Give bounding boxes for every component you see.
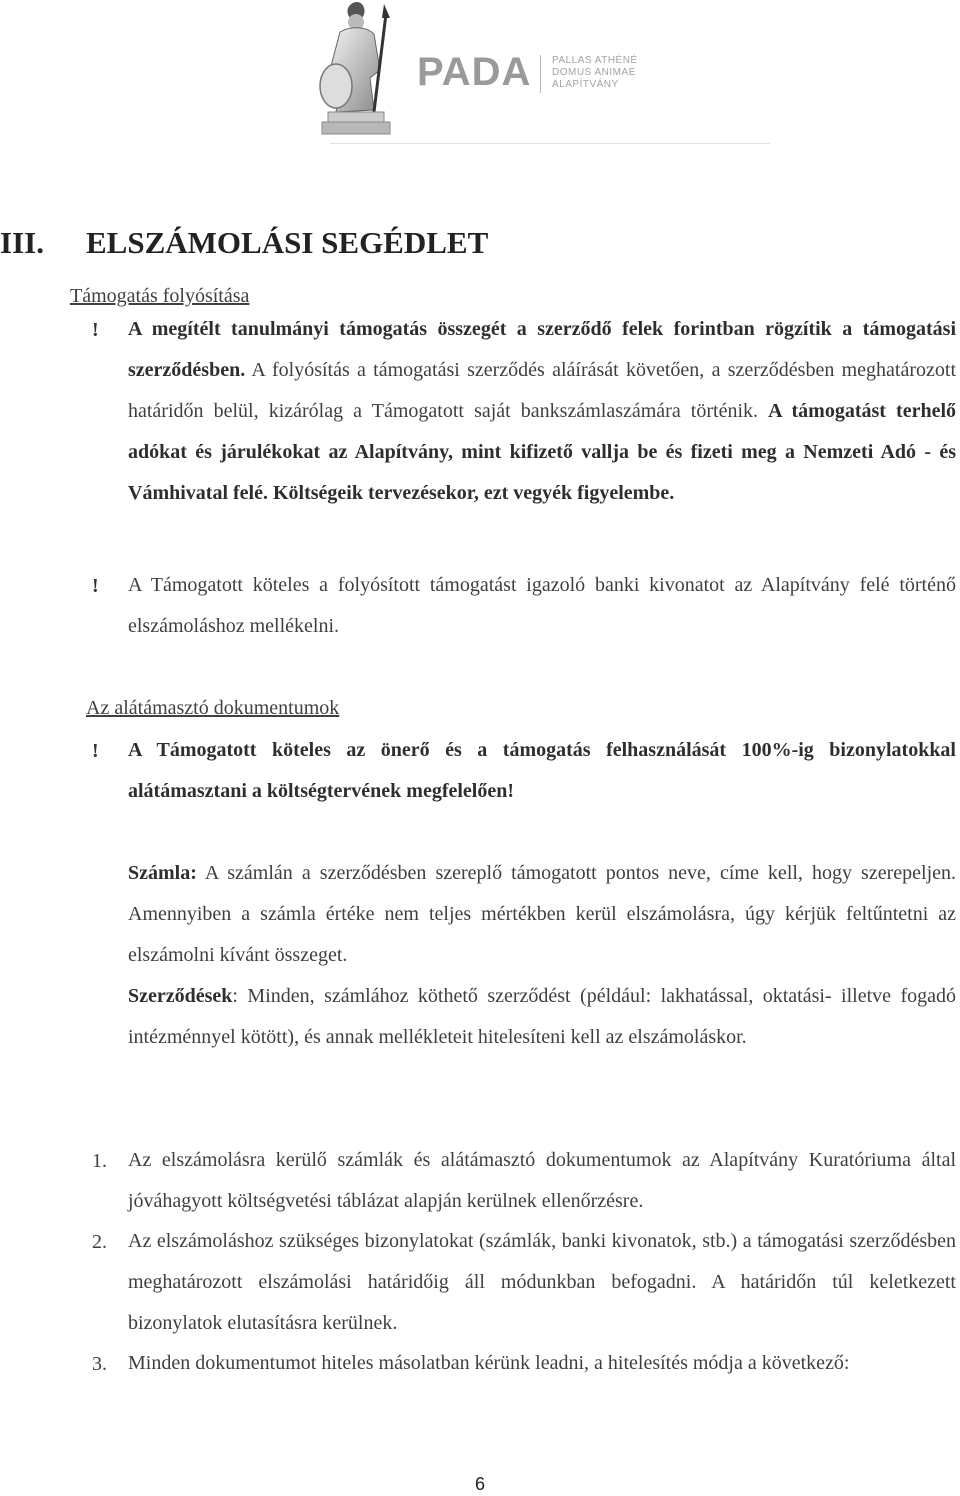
logo-subtitle <box>552 55 638 91</box>
logo-subtitle-line2: DOMUS ANIMAE <box>552 67 636 78</box>
szamla-text: A számlán a szerződésben szereplő támogatott pontos neve, címe kell, hogy szerepeljen. Amennyiben a számla értéke nem teljes mértékben kerül elszámolásra, úgy kérjük feltűntetni az elszámolni kívánt összeget. <box>128 862 956 966</box>
bold-text: A megítélt tanulmányi támogatás összegét a szerződő felek forintban rögzítik a támogatási szerződésben. <box>128 318 956 381</box>
page-number: 6 <box>474 1474 485 1494</box>
logo-brand: PADA <box>417 50 532 94</box>
athena-statue-icon <box>300 0 420 140</box>
section-heading-folyositas: Támogatás folyósítása <box>70 285 250 307</box>
list-number: 1. <box>92 1150 107 1172</box>
bullet-marker: ! <box>92 319 99 341</box>
list-item: Minden dokumentumot hiteles másolatban kérünk leadni, a hitelesítés módja a következő: <box>128 1352 850 1374</box>
paragraph-szerzodesek <box>128 976 956 1058</box>
paragraph-szamla <box>128 853 956 976</box>
header-logo <box>300 0 780 150</box>
bold-text: A Támogatott köteles az önerő és a támogatás felhasználását 100%-ig bizonylatokkal alátámasztani a költségtervének megfelelően! <box>128 739 956 802</box>
paragraph-onero <box>128 730 956 812</box>
bold-text: A támogatást terhelő adókat és járulékokat az Alapítvány, mint kifizető vallja be és fizeti meg a Nemzeti Adó - és Vámhivatal felé. Költségeik tervezésekor, ezt vegyék figyelembe. <box>128 400 956 504</box>
list-item: Az elszámoláshoz szükséges bizonylatokat (számlák, banki kivonatok, stb.) a támogatási szerződésben meghatározott elszámolási határidőig áll módunkban befogadni. A határidőn túl keletkezett bizonylatok elutasításra kerülnek. <box>128 1230 956 1334</box>
chapter-number: III. <box>0 225 44 260</box>
paragraph-folyositas <box>128 309 956 514</box>
list-number: 2. <box>92 1231 107 1253</box>
szerzodesek-label: Szerződések <box>128 985 233 1007</box>
list-item: Az elszámolásra kerülő számlák és alátámasztó dokumentumok az Alapítvány Kuratóriuma által jóváhagyott költségvetési táblázat alapján kerülnek ellenőrzésre. <box>128 1149 956 1212</box>
bullet-marker: ! <box>92 740 99 762</box>
chapter-title: ELSZÁMOLÁSI SEGÉDLET <box>86 225 489 260</box>
bullet-marker: ! <box>92 575 99 597</box>
header-rule <box>330 143 770 144</box>
paragraph-kivonat: A Támogatott köteles a folyósított támogatást igazoló banki kivonatot az Alapítvány felé történő elszámoláshoz mellékelni. <box>128 574 956 637</box>
logo-subtitle-line1: PALLAS ATHÉNÉ <box>552 55 638 66</box>
section-heading-dokumentumok: Az alátámasztó dokumentumok <box>86 697 340 719</box>
logo-subtitle-line3: ALAPÍTVÁNY <box>552 79 619 90</box>
chapter-heading <box>0 225 488 261</box>
list-number: 3. <box>92 1353 107 1375</box>
normal-text: A folyósítás a támogatási szerződés aláírását követően, a szerződésben meghatározott határidőn belül, kizárólag a Támogatott saját bankszámlaszámára történik. <box>128 359 956 422</box>
logo-divider <box>540 55 541 93</box>
szamla-label: Számla: <box>128 862 197 884</box>
szerzodesek-text: : Minden, számlához köthető szerződést (például: lakhatással, oktatási- illetve fogadó intézménnyel kötött), és annak mellékleteit hitelesíteni kell az elszámoláskor. <box>128 985 956 1048</box>
